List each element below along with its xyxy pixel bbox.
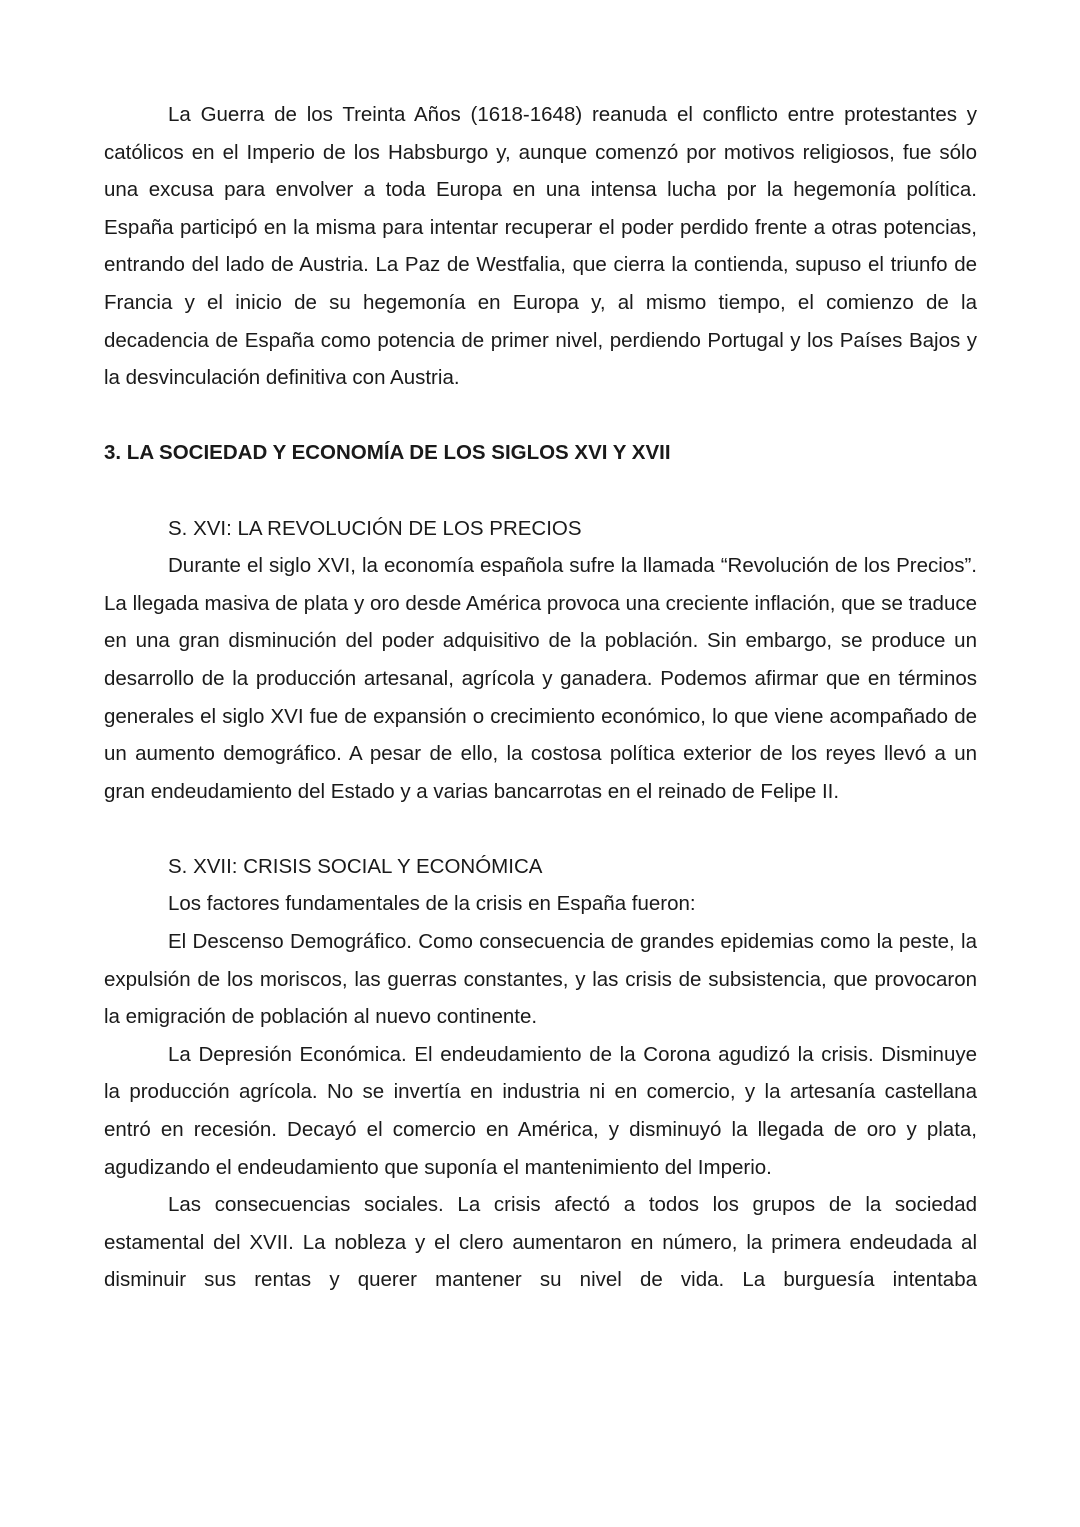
paragraph-social-consequences: Las consecuencias sociales. La crisis afectó a todos los grupos de la sociedad estamental del XVII. La nobleza y el clero aumentaron en número, la primera endeudada al disminuir sus rentas y querer mantener su nivel de vida. La burguesía intentaba <box>104 1193 977 1292</box>
document-page <box>104 96 977 1299</box>
paragraph-price-revolution: Durante el siglo XVI, la economía española sufre la llamada “Revolución de los Precios”. La llegada masiva de plata y oro desde América provoca una creciente inflación, que se traduce en una gran disminución del poder adquisitivo de la población. Sin embargo, se produce un desarrollo de la producción artesanal, agrícola y ganadera. Podemos afirmar que en términos generales el siglo XVI fue de expansión o crecimiento económico, lo que viene acompañado de un aumento demográfico. A pesar de ello, la costosa política exterior de los reyes llevó a un gran endeudamiento del Estado y a varias bancarrotas en el reinado de Felipe II. <box>104 554 977 803</box>
paragraph-thirty-years-war: La Guerra de los Treinta Años (1618-1648) reanuda el conflicto entre protestantes y católicos en el Imperio de los Habsburgo y, aunque comenzó por motivos religiosos, fue sólo una excusa para envolver a toda Europa en una intensa lucha por la hegemonía política. España participó en la misma para intentar recuperar el poder perdido frente a otras potencias, entrando del lado de Austria. La Paz de Westfalia, que cierra la contienda, supuso el triunfo de Francia y el inicio de su hegemonía en Europa y, al mismo tiempo, el comienzo de la decadencia de España como potencia de primer nivel, perdiendo Portugal y los Países Bajos y la desvinculación definitiva con Austria. <box>104 103 977 390</box>
subheading-xvi-century: S. XVI: LA REVOLUCIÓN DE LOS PRECIOS <box>168 516 582 540</box>
paragraph-crisis-factors-intro: Los factores fundamentales de la crisis en España fueron: <box>168 892 696 916</box>
paragraph-economic-depression: La Depresión Económica. El endeudamiento de la Corona agudizó la crisis. Disminuye la producción agrícola. No se invertía en industria ni en comercio, y la artesanía castellana entró en recesión. Decayó el comercio en América, y disminuyó la llegada de oro y plata, agudizando el endeudamiento que suponía el mantenimiento del Imperio. <box>104 1042 977 1179</box>
subheading-xvii-century: S. XVII: CRISIS SOCIAL Y ECONÓMICA <box>168 854 543 878</box>
paragraph-demographic-decline: El Descenso Demográfico. Como consecuencia de grandes epidemias como la peste, la expulsión de los moriscos, las guerras constantes, y las crisis de subsistencia, que provocaron la emigración de población al nuevo continente. <box>104 930 977 1029</box>
section-heading-3: 3. LA SOCIEDAD Y ECONOMÍA DE LOS SIGLOS XVI Y XVII <box>104 441 671 465</box>
